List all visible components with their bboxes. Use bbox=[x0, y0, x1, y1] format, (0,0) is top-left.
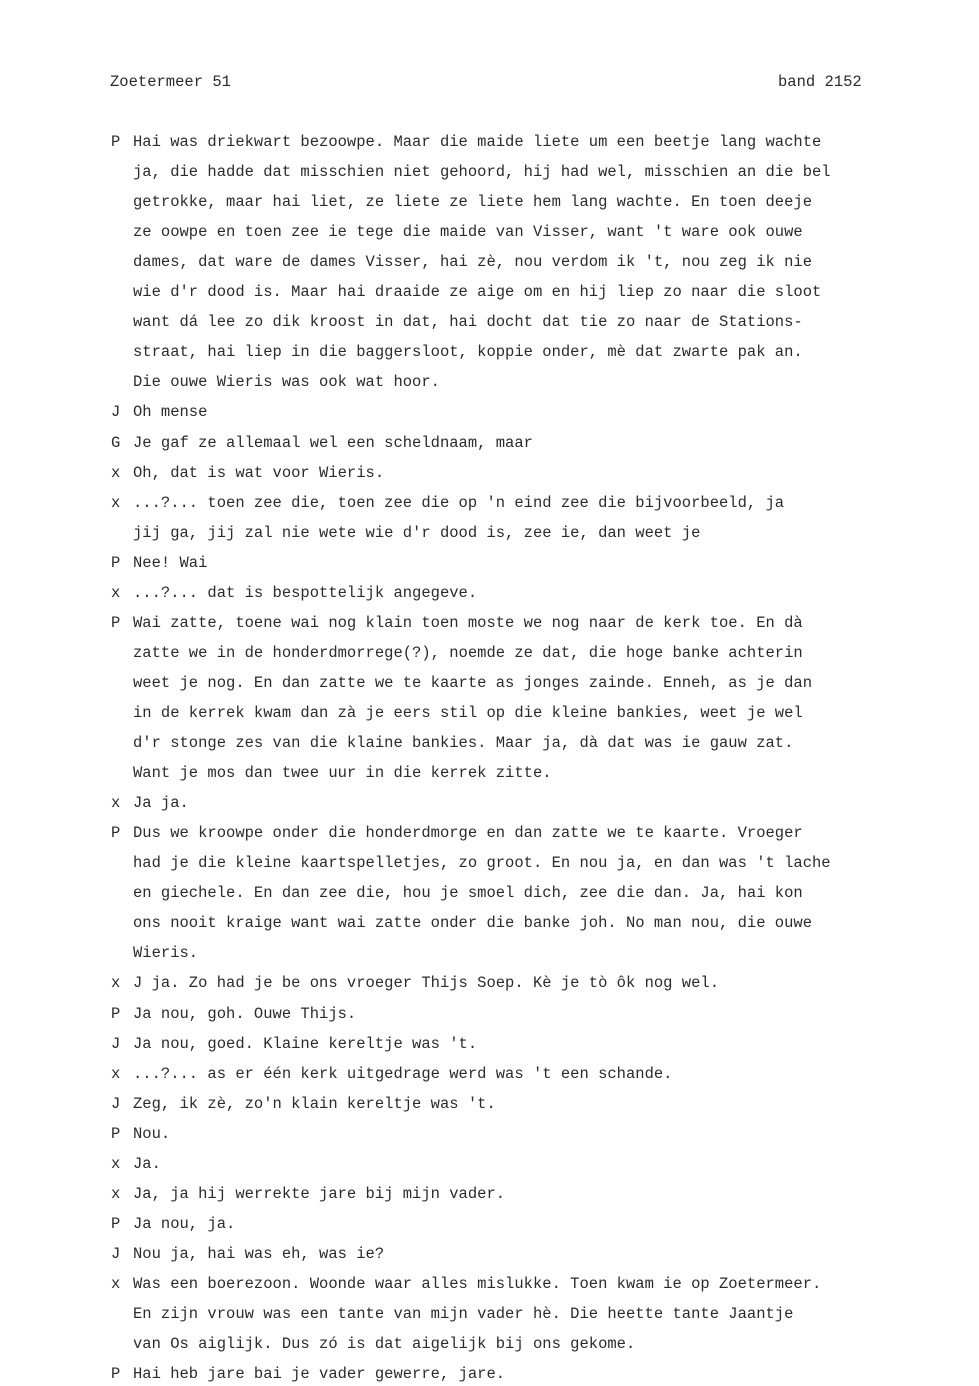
line-text: ons nooit kraige want wai zatte onder die banke joh. No man nou, die ouwe bbox=[133, 914, 813, 933]
line-text: J ja. Zo had je be ons vroeger Thijs Soep. Kè je tò ôk nog wel. bbox=[133, 974, 719, 993]
line-text: dames, dat ware de dames Visser, hai zè, nou verdom ik 't, nou zeg ik nie bbox=[133, 253, 813, 272]
speaker-label: P bbox=[111, 1004, 121, 1023]
line-text: Ja. bbox=[133, 1154, 161, 1173]
line-text: Oh, dat is wat voor Wieris. bbox=[133, 463, 385, 482]
line-text: Nou. bbox=[133, 1124, 171, 1143]
line-text: Nee! Wai bbox=[133, 553, 208, 572]
line-text: Ja nou, goed. Klaine kereltje was 't. bbox=[133, 1034, 478, 1053]
line-text: ze oowpe en toen zee ie tege die maide van Visser, want 't ware ook ouwe bbox=[133, 223, 803, 242]
line-text: van Os aiglijk. Dus zó is dat aigelijk bij ons gekome. bbox=[133, 1335, 636, 1353]
speaker-label: J bbox=[111, 1244, 121, 1263]
line-text: Dus we kroowpe onder die honderdmorge en dan zatte we te kaarte. Vroeger bbox=[133, 824, 803, 843]
speaker-label: P bbox=[111, 1214, 121, 1233]
speaker-label: P bbox=[111, 824, 121, 843]
speaker-label: J bbox=[111, 403, 121, 422]
speaker-label: x bbox=[111, 1154, 121, 1173]
line-text: zatte we in de honderdmorrege(?), noemde ze dat, die hoge banke achterin bbox=[133, 643, 803, 662]
speaker-label: x bbox=[111, 974, 121, 993]
speaker-label: x bbox=[111, 463, 121, 482]
header-location: Zoetermeer 51 bbox=[110, 73, 231, 91]
line-text: weet je nog. En dan zatte we te kaarte as jonges zainde. Enneh, as je dan bbox=[133, 673, 813, 692]
line-text: Hai heb jare bai je vader gewerre, jare. bbox=[133, 1365, 506, 1383]
line-text: Wieris. bbox=[133, 944, 199, 963]
line-text: Nou ja, hai was eh, was ie? bbox=[133, 1244, 385, 1263]
header-band: band 2152 bbox=[778, 73, 862, 91]
speaker-label: x bbox=[111, 1274, 121, 1293]
line-text: Zeg, ik zè, zo'n klain kereltje was 't. bbox=[133, 1094, 496, 1113]
line-text: Was een boerezoon. Woonde waar alles mislukke. Toen kwam ie op Zoetermeer. bbox=[133, 1274, 822, 1293]
speaker-label: P bbox=[111, 553, 121, 572]
speaker-label: P bbox=[111, 613, 121, 632]
line-text: ...?... as er één kerk uitgedrage werd was 't een schande. bbox=[133, 1064, 673, 1083]
line-text: Ja, ja hij werrekte jare bij mijn vader. bbox=[133, 1184, 506, 1203]
line-text: wie d'r dood is. Maar hai draaide ze aige om en hij liep zo naar die sloot bbox=[133, 283, 822, 302]
speaker-label: J bbox=[111, 1094, 121, 1113]
speaker-label: P bbox=[111, 133, 121, 151]
line-text: ...?... toen zee die, toen zee die op 'n eind zee die bijvoorbeeld, ja bbox=[133, 493, 785, 512]
line-text: Wai zatte, toene wai nog klain toen moste we nog naar de kerk toe. En dà bbox=[133, 613, 803, 632]
line-text: ja, die hadde dat misschien niet gehoord, hij had wel, misschien an die bel bbox=[133, 163, 831, 182]
line-text: Oh mense bbox=[133, 403, 208, 422]
line-text: en giechele. En dan zee die, hou je smoel dich, zee die dan. Ja, hai kon bbox=[133, 884, 803, 903]
line-text: want dá lee zo dik kroost in dat, hai docht dat tie zo naar de Stations- bbox=[133, 313, 803, 332]
line-text: d'r stonge zes van die klaine bankies. Maar ja, dà dat was ie gauw zat. bbox=[133, 734, 794, 752]
speaker-label: x bbox=[111, 1184, 121, 1203]
speaker-label: P bbox=[111, 1124, 121, 1143]
line-text: Ja ja. bbox=[133, 794, 189, 813]
speaker-label: P bbox=[111, 1365, 121, 1383]
line-text: Ja nou, ja. bbox=[133, 1214, 236, 1233]
speaker-label: x bbox=[111, 1064, 121, 1083]
line-text: Want je mos dan twee uur in die kerrek zitte. bbox=[133, 764, 552, 783]
speaker-label: x bbox=[111, 493, 121, 512]
speaker-label: x bbox=[111, 794, 121, 813]
speaker-label: G bbox=[111, 433, 121, 452]
speaker-label: J bbox=[111, 1034, 121, 1053]
speaker-label: x bbox=[111, 583, 121, 602]
line-text: getrokke, maar hai liet, ze liete ze liete hem lang wachte. En toen deeje bbox=[133, 193, 813, 212]
line-text: Hai was driekwart bezoowpe. Maar die maide liete um een beetje lang wachte bbox=[133, 133, 822, 151]
line-text: Ja nou, goh. Ouwe Thijs. bbox=[133, 1004, 357, 1023]
line-text: En zijn vrouw was een tante van mijn vader hè. Die heette tante Jaantje bbox=[133, 1305, 794, 1323]
line-text: ...?... dat is bespottelijk angegeve. bbox=[133, 583, 478, 602]
line-text: jij ga, jij zal nie wete wie d'r dood is, zee ie, dan weet je bbox=[133, 523, 701, 542]
line-text: Je gaf ze allemaal wel een scheldnaam, maar bbox=[133, 433, 533, 452]
line-text: had je die kleine kaartspelletjes, zo groot. En nou ja, en dan was 't lache bbox=[133, 854, 831, 873]
line-text: in de kerrek kwam dan zà je eers stil op die kleine bankies, weet je wel bbox=[133, 704, 803, 722]
line-text: straat, hai liep in die baggersloot, koppie onder, mè dat zwarte pak an. bbox=[133, 343, 803, 362]
line-text: Die ouwe Wieris was ook wat hoor. bbox=[133, 373, 440, 392]
